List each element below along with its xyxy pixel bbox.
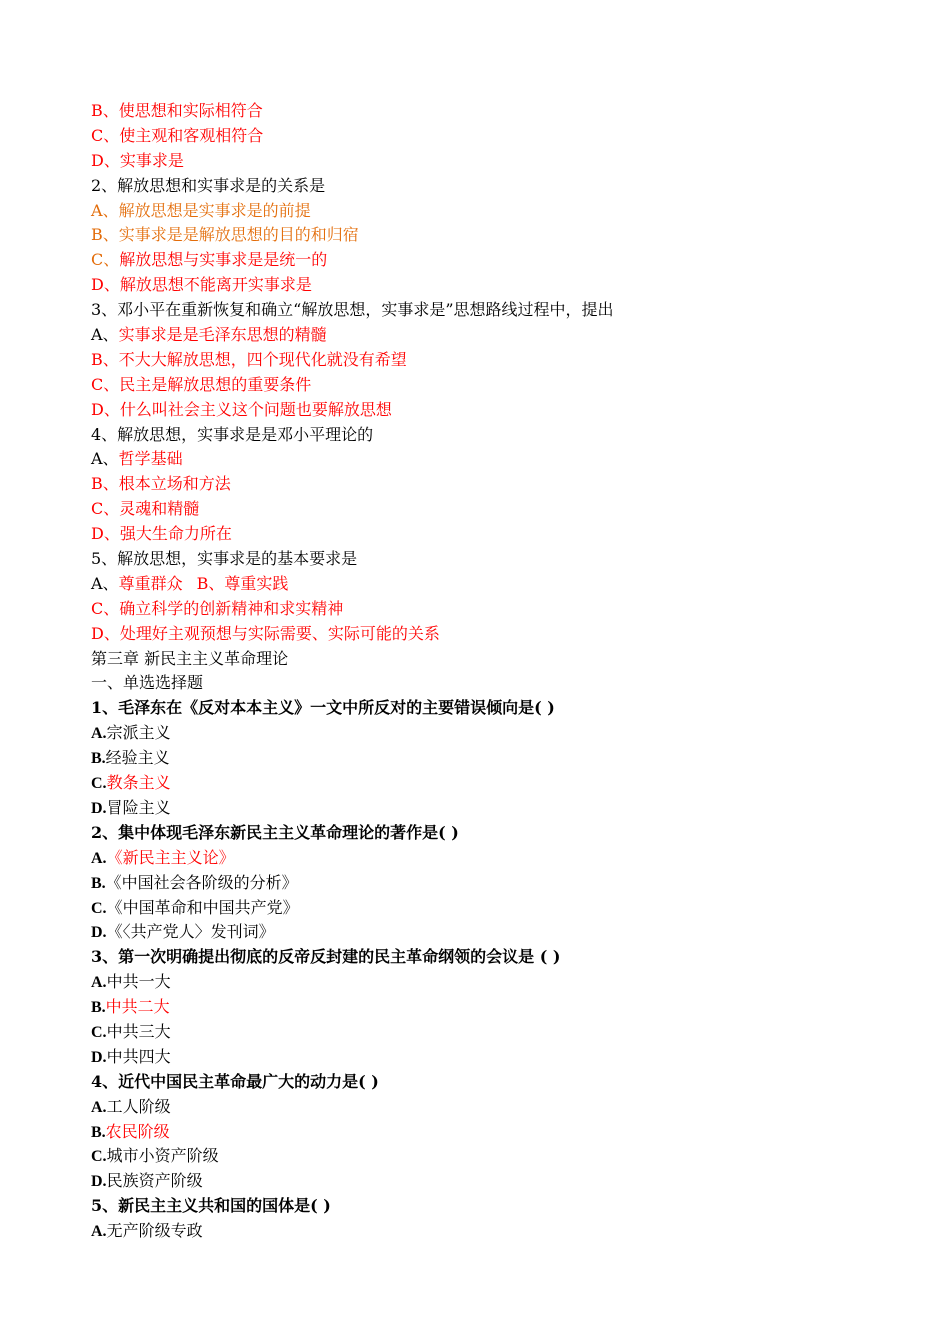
option-d: D.民族资产阶级 — [91, 1171, 203, 1191]
option-b: B.经验主义 — [91, 748, 170, 768]
option-a: A.无产阶级专政 — [91, 1221, 203, 1241]
q1-option-d: D、实事求是 — [91, 150, 184, 170]
document-page — [91, 99, 891, 1244]
q4-option-d: D、强大生命力所在 — [91, 524, 232, 544]
question-stem: 4、近代中国民主革命最广大的动力是( ) — [91, 1071, 379, 1091]
option-b: B.《中国社会各阶级的分析》 — [91, 872, 298, 892]
option-c: C.城市小资产阶级 — [91, 1146, 219, 1166]
q3-option-d: D、什么叫社会主义这个问题也要解放思想 — [91, 399, 392, 419]
option-c: C.教条主义 — [91, 773, 171, 793]
q2-option-a: A、解放思想是实事求是的前提 — [91, 200, 311, 220]
section-title: 一、单选选择题 — [91, 673, 204, 693]
option-d: D.中共四大 — [91, 1046, 171, 1066]
option-a: A.《新民主主义论》 — [91, 847, 235, 867]
q4-option-c: C、灵魂和精髓 — [91, 499, 200, 519]
q4-stem: 4、解放思想，实事求是是邓小平理论的 — [91, 424, 374, 444]
q2-option-b: B、实事求是是解放思想的目的和归宿 — [91, 225, 359, 245]
question-stem: 1、毛泽东在《反对本本主义》一文中所反对的主要错误倾向是( ) — [91, 698, 555, 718]
q4-option-b: B、根本立场和方法 — [91, 474, 231, 494]
q5-option-c: C、确立科学的创新精神和求实精神 — [91, 598, 344, 618]
option-a: A.宗派主义 — [91, 723, 171, 743]
q5-stem: 5、解放思想，实事求是的基本要求是 — [91, 549, 358, 569]
q2-option-d: D、解放思想不能离开实事求是 — [91, 275, 312, 295]
q1-option-b: B、使思想和实际相符合 — [91, 101, 263, 120]
option-a: A.工人阶级 — [91, 1096, 171, 1116]
question-stem: 3、第一次明确提出彻底的反帝反封建的民主革命纲领的会议是 ( ) — [91, 947, 561, 967]
q3-option-b: B、不大大解放思想，四个现代化就没有希望 — [91, 349, 407, 369]
option-c: C.中共三大 — [91, 1021, 171, 1041]
option-d: D.《〈共产党人〉发刊词》 — [91, 922, 275, 942]
q5-option-ab: A、尊重群众 B、尊重实践 — [91, 573, 289, 593]
option-d: D.冒险主义 — [91, 797, 171, 817]
option-a: A.中共一大 — [91, 972, 171, 992]
q3-option-c: C、民主是解放思想的重要条件 — [91, 374, 312, 394]
q2-stem: 2、解放思想和实事求是的关系是 — [91, 175, 326, 195]
q3-option-a: A、实事求是是毛泽东思想的精髓 — [91, 325, 327, 345]
question-stem: 2、集中体现毛泽东新民主主义革命理论的著作是( ) — [91, 822, 459, 842]
q4-option-a: A、哲学基础 — [91, 449, 183, 469]
option-b: B.农民阶级 — [91, 1121, 170, 1141]
q2-option-c: C、解放思想与实事求是是统一的 — [91, 250, 328, 270]
question-stem: 5、新民主主义共和国的国体是( ) — [91, 1196, 331, 1216]
option-b: B.中共二大 — [91, 997, 170, 1017]
option-c: C.《中国革命和中国共产党》 — [91, 897, 299, 917]
chapter-title: 第三章 新民主主义革命理论 — [91, 648, 289, 668]
q1-option-c: C、使主观和客观相符合 — [91, 125, 264, 145]
q5-option-d: D、处理好主观预想与实际需要、实际可能的关系 — [91, 623, 440, 643]
q3-stem: 3、邓小平在重新恢复和确立“解放思想，实事求是”思想路线过程中，提出 — [91, 300, 614, 320]
